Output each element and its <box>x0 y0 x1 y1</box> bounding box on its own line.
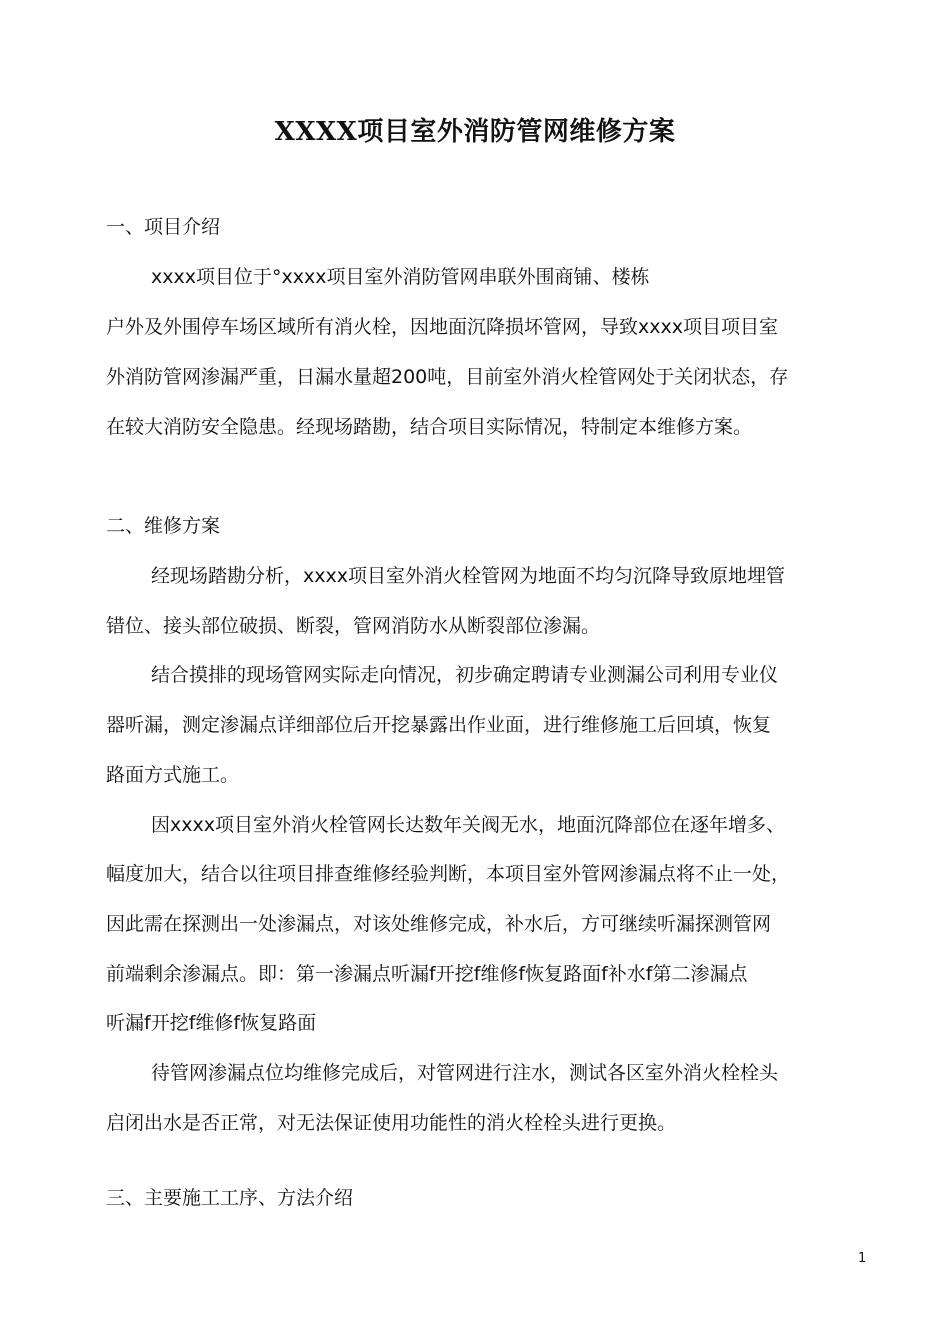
paragraph-line: 听漏f开挖f维修f恢复路面 <box>106 1012 317 1034</box>
paragraph-line: 前端剩余渗漏点。即：第一渗漏点听漏f开挖f维修f恢复路面f补水f第二渗漏点 <box>106 963 748 985</box>
paragraph-line: 因此需在探测出一处渗漏点，对该处维修完成，补水后，方可继续听漏探测管网 <box>106 913 772 935</box>
document-title: XXXX项目室外消防管网维修方案 <box>274 117 676 147</box>
paragraph-line: 器听漏，测定渗漏点详细部位后开挖暴露出作业面，进行维修施工后回填，恢复 <box>106 714 772 736</box>
paragraph-line: 待管网渗漏点位均维修完成后，对管网进行注水，测试各区室外消火栓栓头 <box>151 1062 779 1084</box>
paragraph-line: 户外及外围停车场区域所有消火栓，因地面沉降损坏管网，导致xxxx项目项目室 <box>106 316 778 338</box>
paragraph-line: xxxx项目位于°xxxx项目室外消防管网串联外围商铺、楼栋 <box>151 266 650 288</box>
paragraph-line: 错位、接头部位破损、断裂，管网消防水从断裂部位渗漏。 <box>106 615 601 637</box>
section-heading-project-intro: 一、项目介绍 <box>106 216 221 238</box>
paragraph-line: 因xxxx项目室外消火栓管网长达数年关阀无水，地面沉降部位在逐年增多、 <box>151 814 785 836</box>
paragraph-line: 在较大消防安全隐患。经现场踏勘，结合项目实际情况，特制定本维修方案。 <box>106 416 753 438</box>
section-heading-construction-process: 三、主要施工工序、方法介绍 <box>106 1187 354 1209</box>
paragraph-line: 外消防管网渗漏严重，日漏水量超200吨，目前室外消火栓管网处于关闭状态，存 <box>106 366 789 388</box>
paragraph-line: 路面方式施工。 <box>106 764 240 786</box>
paragraph-line: 结合摸排的现场管网实际走向情况，初步确定聘请专业测漏公司利用专业仪 <box>151 664 779 686</box>
page-number: 1 <box>858 1251 867 1266</box>
paragraph-line: 启闭出水是否正常，对无法保证使用功能性的消火栓栓头进行更换。 <box>106 1112 677 1134</box>
paragraph-line: 经现场踏勘分析，xxxx项目室外消火栓管网为地面不均匀沉降导致原地埋管 <box>151 565 785 587</box>
section-heading-repair-plan: 二、维修方案 <box>106 515 221 537</box>
paragraph-line: 幅度加大，结合以往项目排查维修经验判断，本项目室外管网渗漏点将不止一处， <box>106 863 791 885</box>
